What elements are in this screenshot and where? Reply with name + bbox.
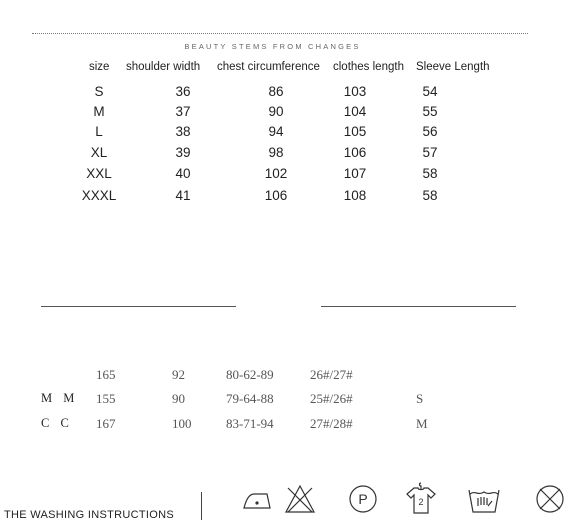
hang-dry-icon (404, 482, 438, 516)
hand-wash-icon (467, 482, 501, 516)
table-cell: XL (90, 145, 108, 160)
svg-text:2: 2 (418, 497, 424, 507)
model-measurements: 83-71-94 (226, 416, 274, 431)
table-cell: 58 (422, 188, 438, 203)
table-cell: 39 (175, 145, 191, 160)
table-cell: 55 (422, 104, 438, 119)
table-cell: L (95, 124, 103, 139)
table-cell: 106 (343, 145, 367, 160)
model-weight: 92 (172, 367, 185, 382)
divider-right (321, 306, 516, 307)
model-row-label: C C (41, 416, 73, 430)
header-shoulder-width: shoulder width (126, 61, 201, 73)
svg-text:P: P (358, 491, 368, 507)
table-cell: 106 (264, 188, 288, 203)
table-cell: 104 (343, 104, 367, 119)
tagline: BEAUTY STEMS FROM CHANGES (184, 42, 361, 51)
table-cell: 102 (264, 166, 288, 181)
model-height: 155 (96, 391, 116, 406)
table-cell: S (94, 84, 104, 99)
header-clothes-length: clothes length (333, 61, 404, 73)
table-cell: 38 (175, 124, 191, 139)
professional-dry-clean-icon (346, 482, 380, 516)
table-cell: 86 (268, 84, 284, 99)
dotted-rule (32, 33, 528, 34)
model-weight: 90 (172, 391, 185, 406)
model-size: 27#/28# (310, 416, 353, 431)
model-row-label: M M (41, 391, 79, 405)
table-cell: 40 (175, 166, 191, 181)
washing-title: THE WASHING INSTRUCTIONS (4, 509, 174, 521)
table-cell: 98 (268, 145, 284, 160)
header-size: size (89, 61, 110, 73)
table-cell: 36 (175, 84, 191, 99)
header-sleeve-length: Sleeve Length (416, 61, 490, 73)
table-cell: 37 (175, 104, 191, 119)
model-measurements: 79-64-88 (226, 391, 274, 406)
table-cell: 57 (422, 145, 438, 160)
table-cell: XXL (86, 166, 112, 181)
model-height: 165 (96, 367, 116, 382)
table-cell: 94 (268, 124, 284, 139)
header-chest-circumference: chest circumference (217, 61, 320, 73)
do-not-bleach-icon (283, 482, 317, 516)
table-cell: 58 (422, 166, 438, 181)
do-not-tumble-dry-icon (533, 482, 567, 516)
washing-divider (201, 492, 202, 520)
table-cell: 107 (343, 166, 367, 181)
table-cell: 103 (343, 84, 367, 99)
model-fit: M (416, 416, 428, 431)
table-cell: 54 (422, 84, 438, 99)
model-fit: S (416, 391, 424, 406)
model-height: 167 (96, 416, 116, 431)
iron-low-icon (240, 482, 274, 516)
table-cell: 108 (343, 188, 367, 203)
model-weight: 100 (172, 416, 192, 431)
model-size: 26#/27# (310, 367, 353, 382)
table-cell: 105 (343, 124, 367, 139)
divider-left (41, 306, 236, 307)
model-size: 25#/26# (310, 391, 353, 406)
table-cell: 56 (422, 124, 438, 139)
model-measurements: 80-62-89 (226, 367, 274, 382)
table-cell: M (93, 104, 105, 119)
table-cell: 41 (175, 188, 191, 203)
table-cell: XXXL (81, 188, 117, 203)
table-cell: 90 (268, 104, 284, 119)
